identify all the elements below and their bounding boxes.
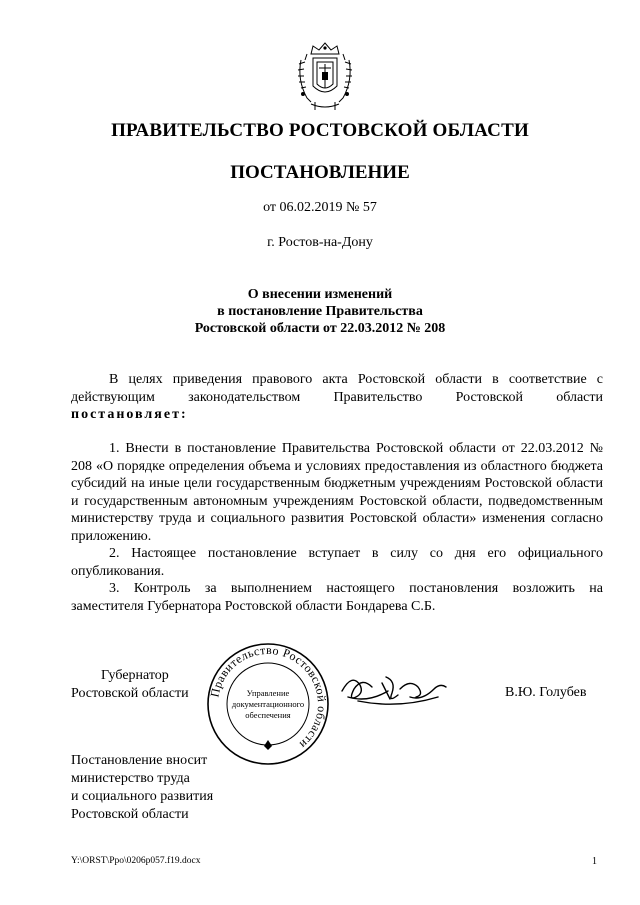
preamble-paragraph bbox=[71, 371, 603, 424]
coat-of-arms-emblem bbox=[293, 40, 357, 114]
preamble-text: В целях приведения правового акта Ростовской области в соответствие с действующим законодательством Правительство Ростовской области bbox=[71, 372, 603, 405]
footer-file-path: Y:\ORST\Ppo\0206p057.f19.docx bbox=[71, 856, 201, 866]
stamp-center-line: Управление bbox=[246, 688, 290, 698]
stamp-center-line: документационного bbox=[231, 699, 305, 709]
resolution-item: 1. Внести в постановление Правительства Ростовской области от 22.03.2012 № 208 «О порядке определения объема и условиях предоставления из областного бюджета субсидий на иные цели государственным бюджетным учреждениям Ростовской области и государственным автономным учреждениям Ростовской области, подведомственным министерству труда и социального развития Ростовской области» изменения согласно приложению. bbox=[71, 441, 603, 544]
subject-line: О внесении изменений bbox=[247, 287, 393, 302]
official-stamp bbox=[204, 640, 332, 768]
subject-line: в постановление Правительства bbox=[217, 304, 423, 319]
signatory-name: В.Ю. Голубев bbox=[505, 685, 587, 700]
introducer-block bbox=[71, 752, 213, 824]
document-date-number: от 06.02.2019 № 57 bbox=[263, 200, 377, 215]
subject-line: Ростовской области от 22.03.2012 № 208 bbox=[194, 321, 446, 336]
resolution-item: 2. Настоящее постановление вступает в силу со дня его официального опубликования. bbox=[71, 546, 603, 579]
resolution-item: 3. Контроль за выполнением настоящего постановления возложить на заместителя Губернатора Ростовской области Бондарева С.Б. bbox=[71, 581, 603, 614]
document-subject bbox=[0, 286, 640, 337]
handwritten-signature bbox=[338, 667, 458, 711]
signatory-title: Губернатор bbox=[101, 668, 169, 683]
resolution-items bbox=[71, 440, 603, 615]
introducer-line: и социального развития bbox=[71, 789, 214, 804]
introducer-line: министерство труда bbox=[71, 771, 190, 786]
resolves-word: постановляет: bbox=[71, 407, 188, 422]
document-type-heading: ПОСТАНОВЛЕНИЕ bbox=[230, 162, 410, 183]
stamp-center-line: обеспечения bbox=[245, 710, 291, 720]
footer-page-number: 1 bbox=[592, 856, 597, 867]
stamp-ring-text: Правительство Ростовской области bbox=[207, 642, 330, 752]
introducer-line: Ростовской области bbox=[71, 807, 189, 822]
signatory-region: Ростовской области bbox=[71, 686, 189, 701]
government-title: ПРАВИТЕЛЬСТВО РОСТОВСКОЙ ОБЛАСТИ bbox=[111, 120, 529, 141]
signatory-position bbox=[71, 667, 189, 703]
introducer-line: Постановление вносит bbox=[71, 753, 208, 768]
document-city: г. Ростов-на-Дону bbox=[267, 235, 373, 250]
